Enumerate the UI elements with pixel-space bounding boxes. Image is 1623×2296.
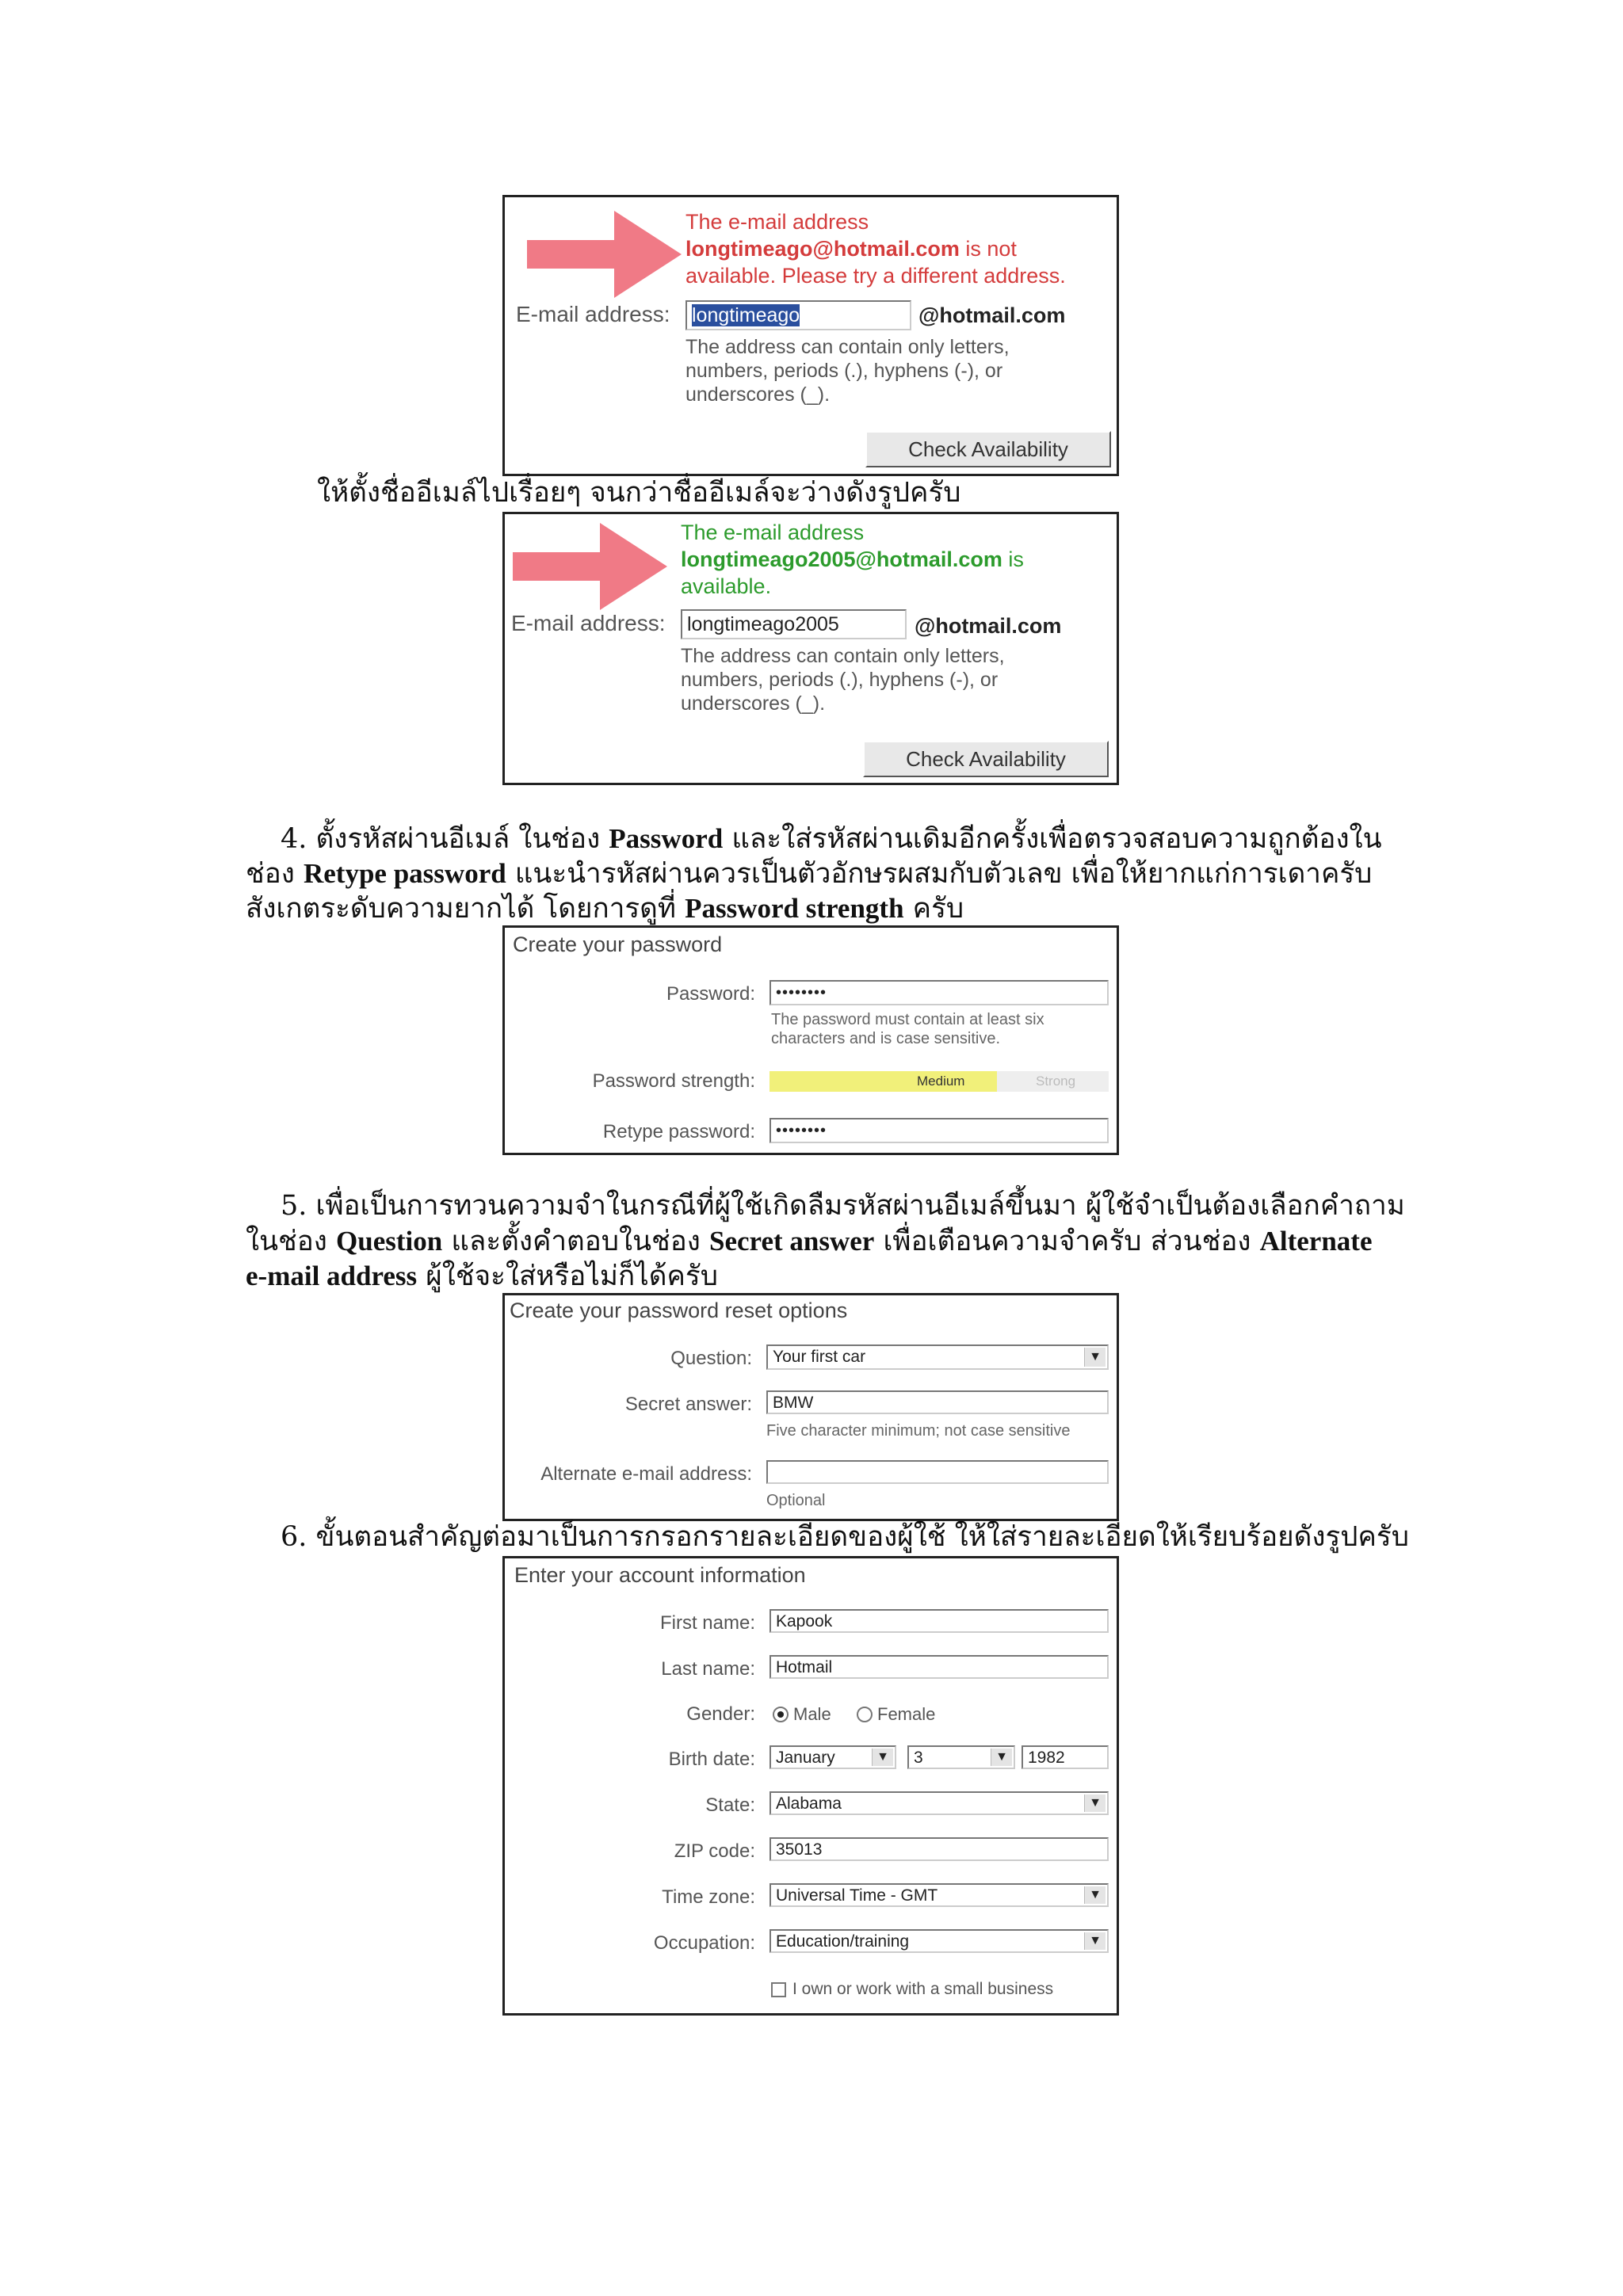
alternate-email-input[interactable]	[766, 1460, 1109, 1484]
state-label: State:	[705, 1794, 755, 1816]
password-hint: The password must contain at least six characters and is case sensitive.	[771, 1011, 1044, 1047]
check-availability-button[interactable]: Check Availability	[863, 741, 1109, 777]
password-reset-panel	[502, 1293, 1119, 1521]
strength-strong-label: Strong	[1036, 1074, 1076, 1089]
panel-title: Create your password	[513, 933, 723, 956]
strength-medium-label: Medium	[917, 1074, 965, 1089]
step-5-line-3: e-mail address ผู้ใช้จะใส่หรือไม่ก็ได้ครับ	[246, 1261, 718, 1292]
create-password-panel	[502, 925, 1119, 1155]
small-business-checkbox[interactable]: I own or work with a small business	[771, 1980, 1053, 1999]
panel-title: Enter your account information	[514, 1563, 806, 1587]
gender-female-radio[interactable]: Female	[857, 1704, 935, 1725]
birth-month-select[interactable]: January ▼	[769, 1745, 896, 1769]
step-4-line-2: ช่อง Retype password แนะนำรหัสผ่านควรเป็นตัวอักษรผสมกับตัวเลข เพื่อให้ยากแก่การเดาครับ	[246, 858, 1373, 890]
step-4-line-3: สังเกตระดับความยากได้ โดยการดูที่ Password strength ครับ	[246, 893, 964, 925]
email-label: E-mail address:	[516, 302, 670, 326]
step-5-line-1: 5. เพื่อเป็นการทวนความจำในกรณีที่ผู้ใช้เกิดลืมรหัสผ่านอีเมล์ขึ้นมา ผู้ใช้จำเป็นต้องเลือกคำถาม	[281, 1190, 1405, 1222]
red-arrow-icon	[513, 519, 671, 614]
birth-year-input[interactable]: 1982	[1022, 1745, 1109, 1769]
chevron-down-icon[interactable]: ▼	[872, 1749, 893, 1766]
last-name-input[interactable]: Hotmail	[769, 1655, 1109, 1679]
email-label: E-mail address:	[511, 611, 666, 635]
chevron-down-icon[interactable]: ▼	[1084, 1886, 1106, 1904]
caption-1: ให้ตั้งชื่ออีเมล์ไปเรื่อยๆ จนกว่าชื่ออีเมล์จะว่างดังรูปครับ	[317, 477, 961, 509]
zip-code-label: ZIP code:	[674, 1840, 755, 1862]
password-input[interactable]: ••••••••	[769, 980, 1109, 1005]
availability-message: The e-mail address longtimeago2005@hotmail.com is available.	[681, 521, 1024, 598]
gender-male-radio[interactable]: Male	[773, 1704, 831, 1725]
zip-code-input[interactable]: 35013	[769, 1837, 1109, 1861]
retype-label: Retype password:	[602, 1121, 755, 1142]
step-5-line-2: ในช่อง Question และตั้งคำตอบในช่อง Secret answer เพื่อเตือนความจำครับ ส่วนช่อง Alternate	[246, 1226, 1373, 1257]
first-name-input[interactable]: Kapook	[769, 1609, 1109, 1633]
step-4-line-1: 4. ตั้งรหัสผ่านอีเมล์ ในช่อง Password และใส่รหัสผ่านเดิมอีกครั้งเพื่อตรวจสอบความถูกต้องใน	[281, 823, 1382, 855]
checkbox-icon	[771, 1982, 786, 1997]
last-name-label: Last name:	[661, 1658, 755, 1680]
birth-date-label: Birth date:	[668, 1749, 755, 1770]
question-label: Question:	[670, 1348, 752, 1369]
gender-label: Gender:	[686, 1703, 755, 1725]
question-select[interactable]: Your first car ▼	[766, 1344, 1109, 1370]
time-zone-select[interactable]: Universal Time - GMT ▼	[769, 1883, 1109, 1907]
radio-selected-icon	[773, 1707, 789, 1722]
chevron-down-icon[interactable]: ▼	[1084, 1932, 1106, 1950]
state-select[interactable]: Alabama ▼	[769, 1791, 1109, 1815]
email-available-panel	[502, 512, 1119, 785]
secret-answer-input[interactable]: BMW	[766, 1390, 1109, 1414]
email-help-text: The address can contain only letters, numbers, periods (.), hyphens (-), or underscores (_).	[685, 336, 1010, 406]
email-input[interactable]: longtimeago2005	[681, 609, 907, 639]
email-domain: @hotmail.com	[915, 614, 1062, 638]
password-label: Password:	[666, 983, 755, 1005]
strength-meter	[769, 1071, 1109, 1092]
chevron-down-icon[interactable]: ▼	[1084, 1794, 1106, 1812]
email-input[interactable]: longtimeago	[685, 300, 911, 330]
strength-label: Password strength:	[592, 1070, 755, 1092]
radio-empty-icon	[857, 1707, 873, 1722]
secret-answer-hint: Five character minimum; not case sensitive	[766, 1422, 1071, 1440]
occupation-label: Occupation:	[653, 1932, 755, 1954]
alternate-email-label: Alternate e-mail address:	[540, 1463, 752, 1485]
check-availability-button[interactable]: Check Availability	[865, 431, 1111, 467]
email-help-text: The address can contain only letters, numbers, periods (.), hyphens (-), or underscores (_).	[681, 645, 1005, 715]
email-domain: @hotmail.com	[918, 303, 1066, 327]
birth-day-select[interactable]: 3 ▼	[907, 1745, 1015, 1769]
email-taken-panel	[502, 195, 1119, 476]
first-name-label: First name:	[659, 1612, 755, 1634]
time-zone-label: Time zone:	[662, 1886, 755, 1908]
chevron-down-icon[interactable]: ▼	[991, 1749, 1012, 1766]
alternate-email-hint: Optional	[766, 1492, 826, 1509]
red-arrow-icon	[527, 207, 685, 302]
account-info-panel	[502, 1556, 1119, 2016]
step-6-line: 6. ขั้นตอนสำคัญต่อมาเป็นการกรอกรายละเอียดของผู้ใช้ ให้ใส่รายละเอียดให้เรียบร้อยดังรูปครับ	[281, 1521, 1409, 1553]
panel-title: Create your password reset options	[510, 1299, 848, 1322]
occupation-select[interactable]: Education/training ▼	[769, 1929, 1109, 1953]
chevron-down-icon[interactable]: ▼	[1084, 1348, 1106, 1367]
availability-message: The e-mail address longtimeago@hotmail.com is not available. Please try a different address.	[685, 210, 1066, 288]
secret-answer-label: Secret answer:	[624, 1394, 752, 1415]
retype-password-input[interactable]: ••••••••	[769, 1118, 1109, 1143]
